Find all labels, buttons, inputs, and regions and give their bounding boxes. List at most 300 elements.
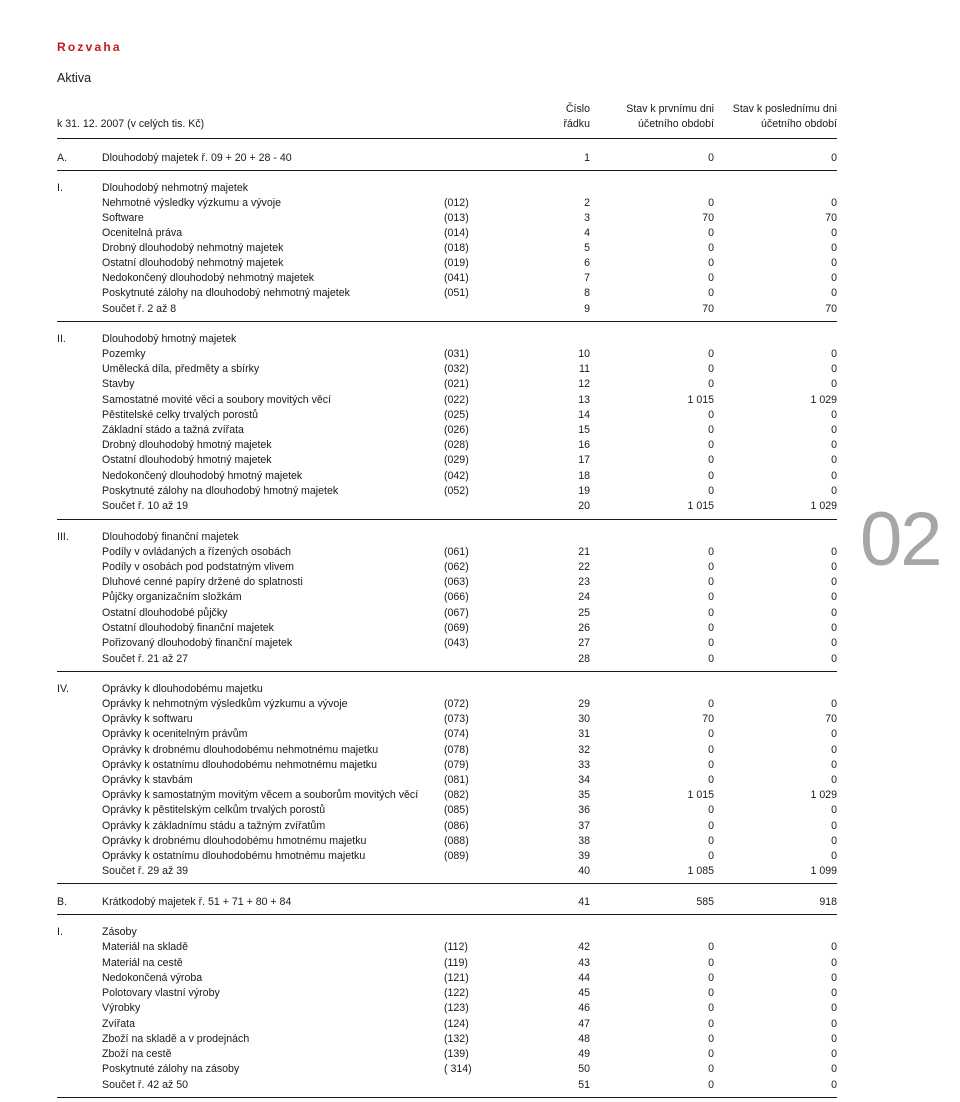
row-last-value: 0 [831,1063,837,1075]
row-line-number: 40 [578,865,590,877]
row-line-number: 14 [578,409,590,421]
row-divider [57,170,837,171]
row-prev-value: 0 [708,744,714,756]
row-line-number: 17 [578,454,590,466]
row-prev-value: 0 [708,1079,714,1091]
row-last-value: 0 [831,637,837,649]
row-account-code: (025) [444,409,469,421]
row-line-number: 9 [584,303,590,315]
row-label: Software [102,212,144,224]
row-account-code: (061) [444,546,469,558]
row-prev-value: 0 [708,424,714,436]
row-label: Oprávky k stavbám [102,774,193,786]
table-row [0,499,960,514]
row-label: Podíly v ovládaných a řízených osobách [102,546,292,558]
row-prev-value: 0 [708,774,714,786]
row-last-value: 0 [831,591,837,603]
row-account-code: (067) [444,607,469,619]
row-label: Poskytnuté zálohy na dlouhodobý hmotný majetek [102,485,339,497]
row-last-value: 0 [831,409,837,421]
row-line-number: 35 [578,789,590,801]
section-row [0,181,960,196]
row-last-value: 0 [831,378,837,390]
row-prev-value: 0 [708,1063,714,1075]
row-last-value: 0 [831,607,837,619]
row-line-number: 20 [578,500,590,512]
row-line-number: 7 [584,272,590,284]
row-account-code: (085) [444,804,469,816]
row-last-value: 0 [831,272,837,284]
row-account-code: (018) [444,242,469,254]
col-header-line-number [564,102,591,132]
row-prev-value: 1 015 [687,789,714,801]
row-account-code: ( 314) [444,1063,472,1075]
row-last-value: 1 029 [810,500,837,512]
row-prev-value: 0 [708,409,714,421]
table-row [0,636,960,651]
row-last-value: 0 [831,1048,837,1060]
row-divider [57,914,837,915]
row-last-value: 0 [831,957,837,969]
row-account-code: (121) [444,972,469,984]
row-last-value: 0 [831,804,837,816]
row-line-number: 18 [578,470,590,482]
row-prev-value: 0 [708,197,714,209]
row-last-value: 0 [831,576,837,588]
row-last-value: 0 [831,1018,837,1030]
table-row [0,1032,960,1047]
row-line-number: 38 [578,835,590,847]
table-row [0,347,960,362]
row-prev-value: 0 [708,348,714,360]
row-last-value: 0 [831,454,837,466]
row-line-number: 26 [578,622,590,634]
row-label: Nedokončená výroba [102,972,203,984]
row-label: Oprávky k samostatným movitým věcem a souborům movitých věcí [102,789,419,801]
table-row [0,196,960,211]
row-account-code: (014) [444,227,469,239]
row-prev-value: 0 [708,1033,714,1045]
row-label: Pořizovaný dlouhodobý finanční majetek [102,637,293,649]
row-last-value: 0 [831,941,837,953]
table-row [0,1078,960,1093]
table-row [0,211,960,226]
row-line-number: 39 [578,850,590,862]
row-prev-value: 0 [708,759,714,771]
row-account-code: (021) [444,378,469,390]
row-line-number: 46 [578,1002,590,1014]
row-line-number: 11 [579,363,590,375]
row-account-code: (081) [444,774,469,786]
row-line-number: 16 [578,439,590,451]
page-title: Rozvaha [57,40,122,54]
row-last-value: 0 [831,835,837,847]
col-header-line-1: Číslo [565,103,590,115]
row-account-code: (072) [444,698,469,710]
table-row [0,302,960,317]
row-prev-value: 1 015 [687,394,714,406]
row-last-value: 0 [831,1033,837,1045]
table-row [0,606,960,621]
row-prev-value: 0 [708,972,714,984]
table-row [0,697,960,712]
row-number: B. [57,896,68,908]
table-row [0,849,960,864]
row-line-number: 48 [578,1033,590,1045]
row-line-number: 2 [584,197,590,209]
row-last-value: 918 [819,896,837,908]
section-row [0,895,960,910]
table-row [0,545,960,560]
row-prev-value: 0 [708,152,714,164]
col-header-prev-period [626,102,714,132]
row-last-value: 0 [831,439,837,451]
row-line-number: 27 [578,637,590,649]
row-label: Krátkodobý majetek ř. 51 + 71 + 80 + 84 [102,896,292,908]
row-label: Materiál na cestě [102,957,183,969]
table-row [0,438,960,453]
table-row [0,590,960,605]
row-line-number: 44 [578,972,590,984]
section-row [0,925,960,940]
row-label: Ostatní dlouhodobý nehmotný majetek [102,257,284,269]
row-label: Dlouhodobý majetek ř. 09 + 20 + 28 - 40 [102,152,292,164]
table-row [0,377,960,392]
row-number: A. [57,152,68,164]
table-row [0,575,960,590]
row-label: Výrobky [102,1002,141,1014]
row-account-code: (078) [444,744,469,756]
row-prev-value: 70 [702,212,714,224]
row-line-number: 34 [578,774,590,786]
section-row [0,682,960,697]
row-account-code: (088) [444,835,469,847]
row-prev-value: 70 [702,713,714,725]
row-prev-value: 0 [708,561,714,573]
row-label: Oprávky k pěstitelským celkům trvalých porostů [102,804,326,816]
row-line-number: 29 [578,698,590,710]
table-row [0,788,960,803]
row-prev-value: 0 [708,622,714,634]
row-prev-value: 0 [708,470,714,482]
row-divider [57,883,837,884]
row-label: Zvířata [102,1018,135,1030]
row-label: Půjčky organizačním složkám [102,591,242,603]
row-line-number: 33 [578,759,590,771]
row-label: Samostatné movité věci a soubory movitých věcí [102,394,332,406]
row-last-value: 0 [831,363,837,375]
row-line-number: 47 [578,1018,590,1030]
row-label: Oprávky k ocenitelným právům [102,728,248,740]
row-divider [57,519,837,520]
row-prev-value: 0 [708,485,714,497]
row-account-code: (051) [444,287,469,299]
row-prev-value: 0 [708,653,714,665]
table-row [0,1017,960,1032]
section-row [0,332,960,347]
row-line-number: 23 [578,576,590,588]
row-label: Součet ř. 29 až 39 [102,865,188,877]
row-line-number: 4 [584,227,590,239]
table-row [0,864,960,879]
row-account-code: (132) [444,1033,469,1045]
row-prev-value: 0 [708,591,714,603]
row-label: Dlouhodobý hmotný majetek [102,333,237,345]
row-label: Součet ř. 21 až 27 [102,653,188,665]
row-line-number: 24 [578,591,590,603]
row-label: Dlouhodobý nehmotný majetek [102,182,249,194]
date-label: k 31. 12. 2007 (v celých tis. Kč) [57,118,205,130]
row-prev-value: 0 [708,576,714,588]
row-account-code: (032) [444,363,469,375]
row-line-number: 42 [578,941,590,953]
row-divider [57,138,837,139]
row-prev-value: 1 015 [687,500,714,512]
row-line-number: 15 [578,424,590,436]
row-account-code: (123) [444,1002,469,1014]
table-row [0,712,960,727]
row-label: Základní stádo a tažná zvířata [102,424,244,436]
section-row [0,151,960,166]
row-divider [57,321,837,322]
row-label: Součet ř. 2 až 8 [102,303,177,315]
row-last-value: 1 099 [810,865,837,877]
row-label: Ostatní dlouhodobý hmotný majetek [102,454,272,466]
row-last-value: 0 [831,485,837,497]
row-line-number: 12 [578,378,590,390]
table-row [0,621,960,636]
table-row [0,256,960,271]
row-divider [57,671,837,672]
row-prev-value: 0 [708,941,714,953]
row-label: Stavby [102,378,135,390]
row-prev-value: 0 [708,698,714,710]
row-account-code: (052) [444,485,469,497]
table-row [0,484,960,499]
row-label: Oprávky k softwaru [102,713,193,725]
row-line-number: 32 [578,744,590,756]
row-prev-value: 0 [708,850,714,862]
row-last-value: 0 [831,152,837,164]
row-prev-value: 0 [708,272,714,284]
row-account-code: (139) [444,1048,469,1060]
row-last-value: 0 [831,759,837,771]
row-prev-value: 0 [708,987,714,999]
table-row [0,758,960,773]
col-header-last-2: účetního období [761,118,837,130]
row-last-value: 0 [831,287,837,299]
row-prev-value: 0 [708,378,714,390]
table-row [0,362,960,377]
row-line-number: 36 [578,804,590,816]
row-line-number: 8 [584,287,590,299]
table-row [0,940,960,955]
row-prev-value: 0 [708,607,714,619]
row-label: Dlouhodobý finanční majetek [102,531,239,543]
row-label: Umělecká díla, předměty a sbírky [102,363,260,375]
row-label: Zboží na cestě [102,1048,172,1060]
row-label: Nedokončený dlouhodobý hmotný majetek [102,470,303,482]
row-account-code: (029) [444,454,469,466]
row-account-code: (042) [444,470,469,482]
row-label: Součet ř. 10 až 19 [102,500,188,512]
row-label: Ocenitelná práva [102,227,183,239]
row-account-code: (124) [444,1018,469,1030]
row-last-value: 0 [831,197,837,209]
row-line-number: 45 [578,987,590,999]
row-line-number: 31 [578,728,590,740]
col-header-last-period [733,102,837,132]
row-label: Ostatní dlouhodobé půjčky [102,607,228,619]
row-prev-value: 0 [708,957,714,969]
row-account-code: (079) [444,759,469,771]
row-label: Ostatní dlouhodobý finanční majetek [102,622,274,634]
table-row [0,956,960,971]
row-line-number: 25 [578,607,590,619]
table-row [0,423,960,438]
row-prev-value: 0 [708,1002,714,1014]
table-row [0,560,960,575]
row-account-code: (069) [444,622,469,634]
row-label: Součet ř. 42 až 50 [102,1079,188,1091]
row-label: Oprávky k nehmotným výsledkům výzkumu a vývoje [102,698,348,710]
row-prev-value: 0 [708,1018,714,1030]
row-last-value: 0 [831,622,837,634]
row-last-value: 1 029 [810,394,837,406]
row-account-code: (086) [444,820,469,832]
row-label: Poskytnuté zálohy na zásoby [102,1063,240,1075]
row-last-value: 0 [831,972,837,984]
row-number: I. [57,926,63,938]
row-line-number: 6 [584,257,590,269]
row-account-code: (112) [444,941,468,953]
row-last-value: 0 [831,561,837,573]
row-prev-value: 1 085 [687,865,714,877]
row-number: IV. [57,683,69,695]
table-row [0,743,960,758]
row-line-number: 51 [578,1079,590,1091]
row-account-code: (073) [444,713,469,725]
row-label: Nehmotné výsledky výzkumu a vývoje [102,197,281,209]
row-label: Zásoby [102,926,137,938]
row-number: I. [57,182,63,194]
row-last-value: 1 029 [810,789,837,801]
row-account-code: (013) [444,212,469,224]
row-label: Dluhové cenné papíry držené do splatnosti [102,576,303,588]
row-account-code: (066) [444,591,469,603]
row-number: III. [57,531,69,543]
section-row [0,530,960,545]
row-prev-value: 0 [708,227,714,239]
row-line-number: 22 [578,561,590,573]
row-last-value: 0 [831,820,837,832]
table-row [0,652,960,667]
row-prev-value: 0 [708,546,714,558]
row-account-code: (074) [444,728,469,740]
row-prev-value: 0 [708,637,714,649]
row-prev-value: 585 [696,896,714,908]
row-account-code: (026) [444,424,469,436]
row-label: Drobný dlouhodobý hmotný majetek [102,439,272,451]
table-row [0,1047,960,1062]
row-label: Oprávky k drobnému dlouhodobému nehmotnému majetku [102,744,379,756]
row-account-code: (019) [444,257,469,269]
row-label: Podíly v osobách pod podstatným vlivem [102,561,294,573]
row-label: Oprávky k drobnému dlouhodobému hmotnému majetku [102,835,367,847]
table-row [0,727,960,742]
row-label: Pozemky [102,348,146,360]
table-row [0,971,960,986]
row-last-value: 0 [831,242,837,254]
row-last-value: 0 [831,728,837,740]
row-prev-value: 0 [708,242,714,254]
row-account-code: (062) [444,561,469,573]
row-last-value: 0 [831,470,837,482]
row-last-value: 0 [831,227,837,239]
row-prev-value: 0 [708,1048,714,1060]
row-line-number: 19 [578,485,590,497]
table-row [0,819,960,834]
row-account-code: (063) [444,576,469,588]
row-label: Drobný dlouhodobý nehmotný majetek [102,242,284,254]
row-last-value: 0 [831,1079,837,1091]
table-row [0,226,960,241]
row-prev-value: 0 [708,804,714,816]
row-line-number: 50 [578,1063,590,1075]
row-line-number: 41 [578,896,590,908]
row-label: Zboží na skladě a v prodejnách [102,1033,250,1045]
row-line-number: 3 [584,212,590,224]
row-account-code: (028) [444,439,469,451]
row-last-value: 0 [831,257,837,269]
row-last-value: 0 [831,744,837,756]
table-row [0,286,960,301]
row-account-code: (041) [444,272,469,284]
row-prev-value: 0 [708,820,714,832]
row-last-value: 70 [825,713,837,725]
row-last-value: 0 [831,348,837,360]
row-number: II. [57,333,66,345]
row-last-value: 0 [831,424,837,436]
table-row [0,241,960,256]
row-line-number: 43 [578,957,590,969]
row-prev-value: 0 [708,835,714,847]
row-label: Pěstitelské celky trvalých porostů [102,409,259,421]
row-label: Poskytnuté zálohy na dlouhodobý nehmotný majetek [102,287,350,299]
row-prev-value: 0 [708,454,714,466]
row-prev-value: 0 [708,439,714,451]
row-line-number: 30 [578,713,590,725]
row-prev-value: 0 [708,728,714,740]
row-last-value: 70 [825,212,837,224]
table-row [0,453,960,468]
col-header-last-1: Stav k poslednímu dni [732,103,837,115]
row-prev-value: 0 [708,287,714,299]
row-line-number: 37 [578,820,590,832]
row-last-value: 70 [825,303,837,315]
row-account-code: (089) [444,850,469,862]
row-prev-value: 0 [708,257,714,269]
table-row [0,1001,960,1016]
section-subtitle: Aktiva [57,71,92,85]
row-prev-value: 70 [702,303,714,315]
row-line-number: 1 [584,152,590,164]
row-label: Polotovary vlastní výroby [102,987,220,999]
row-label: Oprávky k ostatnímu dlouhodobému nehmotnému majetku [102,759,377,771]
row-last-value: 0 [831,987,837,999]
row-label: Nedokončený dlouhodobý nehmotný majetek [102,272,315,284]
table-row [0,773,960,788]
